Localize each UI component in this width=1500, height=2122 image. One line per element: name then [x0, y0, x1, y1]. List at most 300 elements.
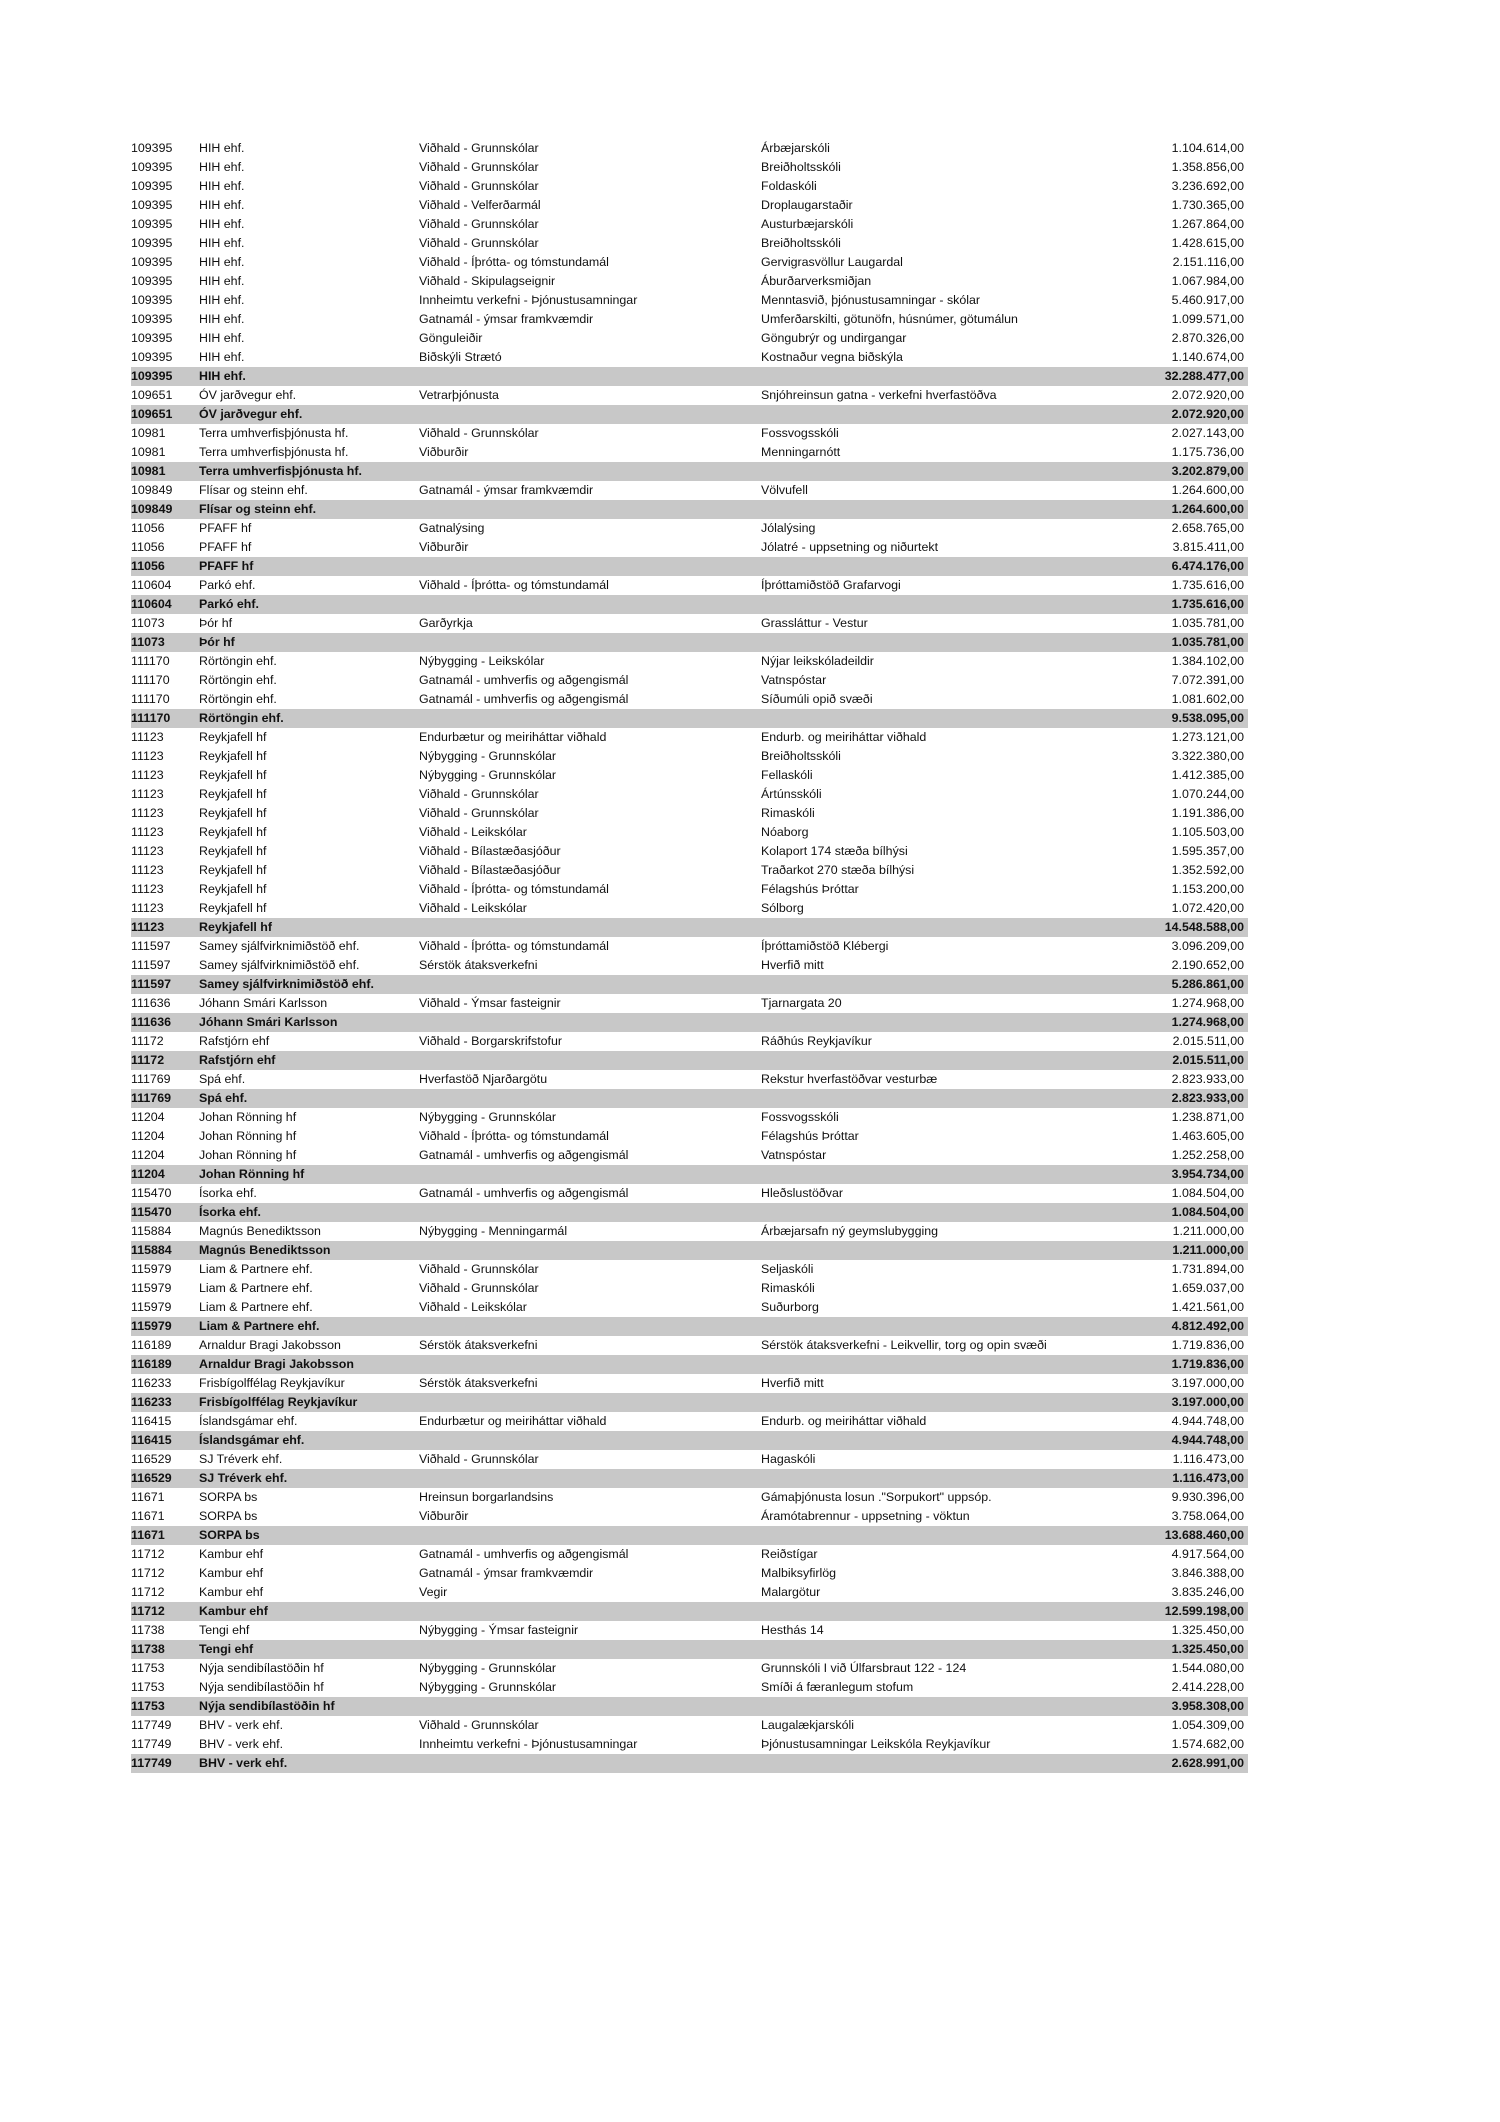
- amount-cell: 1.035.781,00: [1171, 616, 1244, 630]
- category-cell: Nýbygging - Grunnskólar: [419, 1110, 557, 1124]
- description-cell: Félagshús Þróttar: [761, 882, 859, 896]
- vendor-id-cell: 11204: [131, 1167, 165, 1181]
- vendor-name-cell: SORPA bs: [199, 1528, 260, 1542]
- amount-cell: 1.191.386,00: [1171, 806, 1244, 820]
- table-row: [131, 386, 1248, 405]
- vendor-subtotal-row: [131, 1431, 1248, 1450]
- vendor-id-cell: 11204: [131, 1129, 165, 1143]
- amount-cell: 1.084.504,00: [1171, 1186, 1244, 1200]
- description-cell: Gámaþjónusta losun ."Sorpukort" uppsóp.: [761, 1490, 992, 1504]
- vendor-id-cell: 11712: [131, 1604, 165, 1618]
- amount-cell: 1.104.614,00: [1171, 141, 1244, 155]
- description-cell: Sólborg: [761, 901, 804, 915]
- category-cell: Gatnamál - umhverfis og aðgengismál: [419, 1547, 629, 1561]
- vendor-id-cell: 11056: [131, 540, 165, 554]
- vendor-name-cell: Kambur ehf: [199, 1585, 264, 1599]
- category-cell: Gatnamál - umhverfis og aðgengismál: [419, 673, 629, 687]
- vendor-name-cell: Spá ehf.: [199, 1091, 248, 1105]
- vendor-name-cell: HIH ehf.: [199, 141, 245, 155]
- amount-cell: 1.735.616,00: [1171, 578, 1244, 592]
- vendor-name-cell: Reykjafell hf: [199, 920, 272, 934]
- table-row: [131, 1127, 1248, 1146]
- vendor-name-cell: Spá ehf.: [199, 1072, 246, 1086]
- amount-cell: 1.325.450,00: [1171, 1642, 1244, 1656]
- vendor-name-cell: Parkó ehf.: [199, 578, 256, 592]
- amount-cell: 1.659.037,00: [1171, 1281, 1244, 1295]
- vendor-id-cell: 109395: [131, 255, 173, 269]
- amount-cell: 1.267.864,00: [1171, 217, 1244, 231]
- category-cell: [419, 1089, 751, 1108]
- amount-cell: 1.273.121,00: [1171, 730, 1244, 744]
- vendor-name-cell: Rörtöngin ehf.: [199, 673, 277, 687]
- table-row: [131, 614, 1248, 633]
- category-cell: Sérstök átaksverkefni: [419, 958, 538, 972]
- category-cell: [419, 1393, 751, 1412]
- amount-cell: 4.944.748,00: [1171, 1414, 1244, 1428]
- vendor-name-cell: Íslandsgámar ehf.: [199, 1433, 305, 1447]
- amount-cell: 2.072.920,00: [1171, 388, 1244, 402]
- table-row: [131, 880, 1248, 899]
- table-row: [131, 956, 1248, 975]
- category-cell: [419, 633, 751, 652]
- category-cell: [419, 1697, 751, 1716]
- table-row: [131, 1260, 1248, 1279]
- category-cell: Viðhald - Grunnskólar: [419, 217, 539, 231]
- description-cell: Smíði á færanlegum stofum: [761, 1680, 914, 1694]
- table-row: [131, 1279, 1248, 1298]
- vendor-name-cell: Ísorka ehf.: [199, 1205, 261, 1219]
- vendor-name-cell: BHV - verk ehf.: [199, 1718, 284, 1732]
- description-cell: Vatnspóstar: [761, 673, 827, 687]
- vendor-name-cell: Terra umhverfisþjónusta hf.: [199, 445, 349, 459]
- table-row: [131, 1621, 1248, 1640]
- vendor-name-cell: HIH ehf.: [199, 160, 245, 174]
- vendor-id-cell: 11753: [131, 1699, 165, 1713]
- table-row: [131, 690, 1248, 709]
- description-cell: Félagshús Þróttar: [761, 1129, 859, 1143]
- category-cell: Endurbætur og meiriháttar viðhald: [419, 1414, 607, 1428]
- category-cell: Nýbygging - Leikskólar: [419, 654, 545, 668]
- table-row: [131, 671, 1248, 690]
- table-row: [131, 1659, 1248, 1678]
- category-cell: [419, 462, 751, 481]
- table-row: [131, 158, 1248, 177]
- category-cell: Viðhald - Leikskólar: [419, 825, 527, 839]
- vendor-name-cell: PFAFF hf: [199, 540, 252, 554]
- vendor-id-cell: 109849: [131, 502, 173, 516]
- vendor-name-cell: Reykjafell hf: [199, 806, 267, 820]
- vendor-subtotal-row: [131, 918, 1248, 937]
- description-cell: Þjónustusamningar Leikskóla Reykjavíkur: [761, 1737, 991, 1751]
- category-cell: Viðhald - Leikskólar: [419, 1300, 527, 1314]
- amount-cell: 2.823.933,00: [1171, 1072, 1244, 1086]
- category-cell: Viðhald - Ýmsar fasteignir: [419, 996, 561, 1010]
- table-row: [131, 1735, 1248, 1754]
- vendor-name-cell: PFAFF hf: [199, 521, 252, 535]
- vendor-name-cell: Flísar og steinn ehf.: [199, 483, 308, 497]
- vendor-id-cell: 109395: [131, 141, 173, 155]
- description-cell: [761, 1355, 1131, 1374]
- vendor-id-cell: 111597: [131, 958, 171, 972]
- amount-cell: 13.688.460,00: [1164, 1528, 1244, 1542]
- vendor-id-cell: 109395: [131, 312, 173, 326]
- vendor-id-cell: 109395: [131, 160, 173, 174]
- description-cell: [761, 1393, 1131, 1412]
- description-cell: Snjóhreinsun gatna - verkefni hverfastöðva: [761, 388, 997, 402]
- table-row: [131, 196, 1248, 215]
- amount-cell: 1.153.200,00: [1171, 882, 1244, 896]
- vendor-name-cell: Reykjafell hf: [199, 730, 267, 744]
- table-row: [131, 1450, 1248, 1469]
- category-cell: Viðhald - Velferðarmál: [419, 198, 541, 212]
- vendor-name-cell: Reykjafell hf: [199, 749, 267, 763]
- table-row: [131, 519, 1248, 538]
- vendor-id-cell: 110604: [131, 578, 172, 592]
- vendor-id-cell: 109395: [131, 369, 173, 383]
- vendor-name-cell: Reykjafell hf: [199, 901, 267, 915]
- vendor-name-cell: Þór hf: [199, 635, 235, 649]
- description-cell: [761, 918, 1131, 937]
- vendor-subtotal-row: [131, 1013, 1248, 1032]
- description-cell: Árbæjarskóli: [761, 141, 830, 155]
- category-cell: [419, 1165, 751, 1184]
- table-row: [131, 443, 1248, 462]
- vendor-subtotal-row: [131, 595, 1248, 614]
- vendor-id-cell: 11123: [131, 920, 165, 934]
- vendor-id-cell: 109651: [131, 407, 173, 421]
- table-row: [131, 234, 1248, 253]
- description-cell: Breiðholtsskóli: [761, 749, 841, 763]
- category-cell: Innheimtu verkefni - Þjónustusamningar: [419, 1737, 638, 1751]
- table-row: [131, 1374, 1248, 1393]
- category-cell: Garðyrkja: [419, 616, 473, 630]
- amount-cell: 5.286.861,00: [1171, 977, 1244, 991]
- vendor-subtotal-row: [131, 1526, 1248, 1545]
- description-cell: Seljaskóli: [761, 1262, 814, 1276]
- vendor-id-cell: 109395: [131, 350, 173, 364]
- amount-cell: 1.384.102,00: [1171, 654, 1244, 668]
- category-cell: Viðhald - Íþrótta- og tómstundamál: [419, 255, 609, 269]
- vendor-name-cell: Kambur ehf: [199, 1566, 264, 1580]
- vendor-subtotal-row: [131, 975, 1248, 994]
- vendor-id-cell: 11172: [131, 1034, 164, 1048]
- table-row: [131, 861, 1248, 880]
- description-cell: Fossvogsskóli: [761, 426, 839, 440]
- category-cell: Gatnamál - umhverfis og aðgengismál: [419, 1148, 629, 1162]
- description-cell: Suðurborg: [761, 1300, 819, 1314]
- vendor-id-cell: 116189: [131, 1357, 172, 1371]
- description-cell: [761, 557, 1131, 576]
- amount-cell: 1.211.000,00: [1172, 1224, 1244, 1238]
- table-row: [131, 785, 1248, 804]
- vendor-id-cell: 109395: [131, 293, 173, 307]
- amount-cell: 1.325.450,00: [1171, 1623, 1244, 1637]
- amount-cell: 12.599.198,00: [1164, 1604, 1244, 1618]
- amount-cell: 5.460.917,00: [1171, 293, 1244, 307]
- amount-cell: 2.414.228,00: [1171, 1680, 1244, 1694]
- description-cell: Endurb. og meiriháttar viðhald: [761, 1414, 927, 1428]
- category-cell: Gatnamál - ýmsar framkvæmdir: [419, 1566, 594, 1580]
- amount-cell: 3.758.064,00: [1171, 1509, 1244, 1523]
- category-cell: Hreinsun borgarlandsins: [419, 1490, 554, 1504]
- table-row: [131, 291, 1248, 310]
- category-cell: [419, 1203, 751, 1222]
- description-cell: [761, 1203, 1131, 1222]
- description-cell: Ártúnsskóli: [761, 787, 822, 801]
- category-cell: Viðhald - Borgarskrifstofur: [419, 1034, 563, 1048]
- table-row: [131, 1545, 1248, 1564]
- description-cell: Göngubrýr og undirgangar: [761, 331, 907, 345]
- amount-cell: 1.211.000,00: [1172, 1243, 1244, 1257]
- category-cell: Viðburðir: [419, 1509, 469, 1523]
- description-cell: Hverfið mitt: [761, 1376, 824, 1390]
- vendor-id-cell: 109651: [131, 388, 173, 402]
- vendor-name-cell: Íslandsgámar ehf.: [199, 1414, 298, 1428]
- vendor-id-cell: 11123: [131, 730, 164, 744]
- vendor-id-cell: 117749: [131, 1737, 172, 1751]
- table-row: [131, 177, 1248, 196]
- payments-ledger-table: [131, 139, 1248, 1773]
- category-cell: Viðhald - Grunnskólar: [419, 179, 539, 193]
- vendor-name-cell: Reykjafell hf: [199, 882, 267, 896]
- vendor-id-cell: 11123: [131, 749, 164, 763]
- vendor-id-cell: 11671: [131, 1528, 165, 1542]
- amount-cell: 3.236.692,00: [1171, 179, 1244, 193]
- category-cell: [419, 1051, 751, 1070]
- vendor-name-cell: SORPA bs: [199, 1509, 258, 1523]
- category-cell: Gatnamál - umhverfis og aðgengismál: [419, 1186, 629, 1200]
- description-cell: [761, 1697, 1131, 1716]
- category-cell: [419, 1469, 751, 1488]
- category-cell: [419, 595, 751, 614]
- table-row: [131, 1412, 1248, 1431]
- amount-cell: 1.175.736,00: [1171, 445, 1244, 459]
- category-cell: Viðburðir: [419, 540, 469, 554]
- amount-cell: 2.658.765,00: [1171, 521, 1244, 535]
- vendor-id-cell: 11712: [131, 1566, 165, 1580]
- table-row: [131, 576, 1248, 595]
- vendor-name-cell: Samey sjálfvirknimiðstöð ehf.: [199, 958, 360, 972]
- vendor-subtotal-row: [131, 1602, 1248, 1621]
- amount-cell: 1.735.616,00: [1171, 597, 1244, 611]
- category-cell: Nýbygging - Grunnskólar: [419, 1680, 557, 1694]
- table-row: [131, 728, 1248, 747]
- vendor-subtotal-row: [131, 1754, 1248, 1773]
- category-cell: Viðhald - Grunnskólar: [419, 426, 539, 440]
- vendor-name-cell: Terra umhverfisþjónusta hf.: [199, 464, 362, 478]
- vendor-id-cell: 110604: [131, 597, 172, 611]
- vendor-name-cell: Ísorka ehf.: [199, 1186, 257, 1200]
- vendor-name-cell: Tengi ehf: [199, 1623, 250, 1637]
- vendor-name-cell: HIH ehf.: [199, 179, 245, 193]
- description-cell: Tjarnargata 20: [761, 996, 842, 1010]
- vendor-name-cell: Nýja sendibílastöðin hf: [199, 1680, 324, 1694]
- table-row: [131, 1070, 1248, 1089]
- vendor-name-cell: Frisbígolffélag Reykjavíkur: [199, 1376, 345, 1390]
- category-cell: Viðhald - Grunnskólar: [419, 1281, 539, 1295]
- vendor-subtotal-row: [131, 1355, 1248, 1374]
- vendor-id-cell: 11712: [131, 1547, 165, 1561]
- category-cell: [419, 709, 751, 728]
- amount-cell: 1.105.503,00: [1171, 825, 1244, 839]
- description-cell: Sérstök átaksverkefni - Leikvellir, torg og opin svæði: [761, 1338, 1047, 1352]
- vendor-name-cell: Reykjafell hf: [199, 768, 267, 782]
- table-row: [131, 1507, 1248, 1526]
- description-cell: Umferðarskilti, götunöfn, húsnúmer, götumálun: [761, 312, 1018, 326]
- vendor-id-cell: 115470: [131, 1205, 172, 1219]
- category-cell: Viðhald - Bílastæðasjóður: [419, 863, 561, 877]
- table-row: [131, 994, 1248, 1013]
- description-cell: Síðumúli opið svæði: [761, 692, 873, 706]
- category-cell: Viðhald - Grunnskólar: [419, 787, 539, 801]
- category-cell: Viðhald - Íþrótta- og tómstundamál: [419, 939, 609, 953]
- vendor-id-cell: 11123: [131, 787, 164, 801]
- vendor-name-cell: Liam & Partnere ehf.: [199, 1300, 313, 1314]
- description-cell: Malargötur: [761, 1585, 821, 1599]
- vendor-subtotal-row: [131, 557, 1248, 576]
- vendor-name-cell: SJ Tréverk ehf.: [199, 1471, 288, 1485]
- description-cell: Laugalækjarskóli: [761, 1718, 854, 1732]
- vendor-name-cell: HIH ehf.: [199, 369, 246, 383]
- vendor-subtotal-row: [131, 405, 1248, 424]
- table-row: [131, 1184, 1248, 1203]
- description-cell: Menningarnótt: [761, 445, 841, 459]
- vendor-id-cell: 11204: [131, 1148, 165, 1162]
- vendor-id-cell: 115884: [131, 1243, 172, 1257]
- vendor-name-cell: Rafstjórn ehf: [199, 1053, 276, 1067]
- vendor-name-cell: Terra umhverfisþjónusta hf.: [199, 426, 349, 440]
- category-cell: Viðhald - Bílastæðasjóður: [419, 844, 561, 858]
- vendor-name-cell: Rörtöngin ehf.: [199, 711, 284, 725]
- amount-cell: 3.846.388,00: [1171, 1566, 1244, 1580]
- category-cell: Sérstök átaksverkefni: [419, 1338, 538, 1352]
- vendor-name-cell: SJ Tréverk ehf.: [199, 1452, 283, 1466]
- amount-cell: 1.116.473,00: [1172, 1471, 1244, 1485]
- description-cell: [761, 405, 1131, 424]
- vendor-id-cell: 111769: [131, 1072, 171, 1086]
- category-cell: Viðhald - Grunnskólar: [419, 141, 539, 155]
- category-cell: Nýbygging - Grunnskólar: [419, 749, 557, 763]
- category-cell: Viðhald - Grunnskólar: [419, 1262, 539, 1276]
- description-cell: Áburðarverksmiðjan: [761, 274, 872, 288]
- vendor-id-cell: 11056: [131, 559, 165, 573]
- amount-cell: 1.070.244,00: [1171, 787, 1244, 801]
- vendor-id-cell: 117749: [131, 1718, 172, 1732]
- vendor-id-cell: 11172: [131, 1053, 165, 1067]
- description-cell: Kostnaður vegna biðskýla: [761, 350, 903, 364]
- table-row: [131, 1146, 1248, 1165]
- description-cell: [761, 1431, 1131, 1450]
- description-cell: [761, 1013, 1131, 1032]
- table-row: [131, 1564, 1248, 1583]
- vendor-id-cell: 109395: [131, 236, 173, 250]
- description-cell: Reiðstígar: [761, 1547, 818, 1561]
- description-cell: [761, 462, 1131, 481]
- vendor-name-cell: Liam & Partnere ehf.: [199, 1262, 313, 1276]
- table-row: [131, 272, 1248, 291]
- description-cell: Breiðholtsskóli: [761, 160, 841, 174]
- vendor-id-cell: 111170: [131, 673, 170, 687]
- description-cell: Hesthás 14: [761, 1623, 824, 1637]
- table-row: [131, 424, 1248, 443]
- category-cell: Viðhald - Íþrótta- og tómstundamál: [419, 1129, 609, 1143]
- description-cell: [761, 975, 1131, 994]
- category-cell: [419, 1602, 751, 1621]
- vendor-name-cell: Nýja sendibílastöðin hf: [199, 1699, 335, 1713]
- category-cell: [419, 1355, 751, 1374]
- vendor-id-cell: 109395: [131, 217, 173, 231]
- amount-cell: 1.116.473,00: [1172, 1452, 1244, 1466]
- table-row: [131, 1678, 1248, 1697]
- category-cell: [419, 1013, 751, 1032]
- vendor-id-cell: 11123: [131, 882, 164, 896]
- description-cell: [761, 1602, 1131, 1621]
- category-cell: Gatnalýsing: [419, 521, 485, 535]
- category-cell: [419, 500, 751, 519]
- amount-cell: 3.958.308,00: [1171, 1699, 1244, 1713]
- vendor-name-cell: Rafstjórn ehf: [199, 1034, 270, 1048]
- table-row: [131, 1108, 1248, 1127]
- vendor-subtotal-row: [131, 1165, 1248, 1184]
- description-cell: [761, 633, 1131, 652]
- vendor-id-cell: 111636: [131, 1015, 171, 1029]
- table-row: [131, 804, 1248, 823]
- description-cell: Fossvogsskóli: [761, 1110, 839, 1124]
- vendor-name-cell: HIH ehf.: [199, 236, 245, 250]
- category-cell: [419, 1317, 751, 1336]
- category-cell: Nýbygging - Menningarmál: [419, 1224, 568, 1238]
- table-row: [131, 899, 1248, 918]
- table-row: [131, 253, 1248, 272]
- amount-cell: 3.322.380,00: [1171, 749, 1244, 763]
- vendor-subtotal-row: [131, 500, 1248, 519]
- vendor-name-cell: ÓV jarðvegur ehf.: [199, 388, 297, 402]
- vendor-id-cell: 109395: [131, 179, 173, 193]
- table-row: [131, 1298, 1248, 1317]
- table-row: [131, 1583, 1248, 1602]
- vendor-id-cell: 115884: [131, 1224, 172, 1238]
- vendor-name-cell: HIH ehf.: [199, 293, 245, 307]
- category-cell: Nýbygging - Grunnskólar: [419, 1661, 557, 1675]
- table-row: [131, 766, 1248, 785]
- description-cell: Hverfið mitt: [761, 958, 824, 972]
- vendor-name-cell: BHV - verk ehf.: [199, 1756, 288, 1770]
- description-cell: Ráðhús Reykjavíkur: [761, 1034, 872, 1048]
- description-cell: [761, 1317, 1131, 1336]
- vendor-id-cell: 11123: [131, 806, 164, 820]
- vendor-id-cell: 11123: [131, 844, 164, 858]
- category-cell: [419, 1526, 751, 1545]
- amount-cell: 3.954.734,00: [1171, 1167, 1244, 1181]
- amount-cell: 1.730.365,00: [1171, 198, 1244, 212]
- vendor-subtotal-row: [131, 1469, 1248, 1488]
- table-row: [131, 1222, 1248, 1241]
- vendor-id-cell: 109395: [131, 198, 173, 212]
- amount-cell: 1.067.984,00: [1171, 274, 1244, 288]
- vendor-name-cell: Jóhann Smári Karlsson: [199, 1015, 338, 1029]
- vendor-name-cell: Liam & Partnere ehf.: [199, 1319, 320, 1333]
- vendor-subtotal-row: [131, 462, 1248, 481]
- vendor-name-cell: Magnús Benediktsson: [199, 1243, 331, 1257]
- description-cell: [761, 709, 1131, 728]
- amount-cell: 1.428.615,00: [1171, 236, 1244, 250]
- description-cell: Rekstur hverfastöðvar vesturbæ: [761, 1072, 938, 1086]
- table-row: [131, 1488, 1248, 1507]
- vendor-id-cell: 11671: [131, 1509, 165, 1523]
- amount-cell: 6.474.176,00: [1171, 559, 1244, 573]
- vendor-id-cell: 115979: [131, 1300, 172, 1314]
- table-row: [131, 652, 1248, 671]
